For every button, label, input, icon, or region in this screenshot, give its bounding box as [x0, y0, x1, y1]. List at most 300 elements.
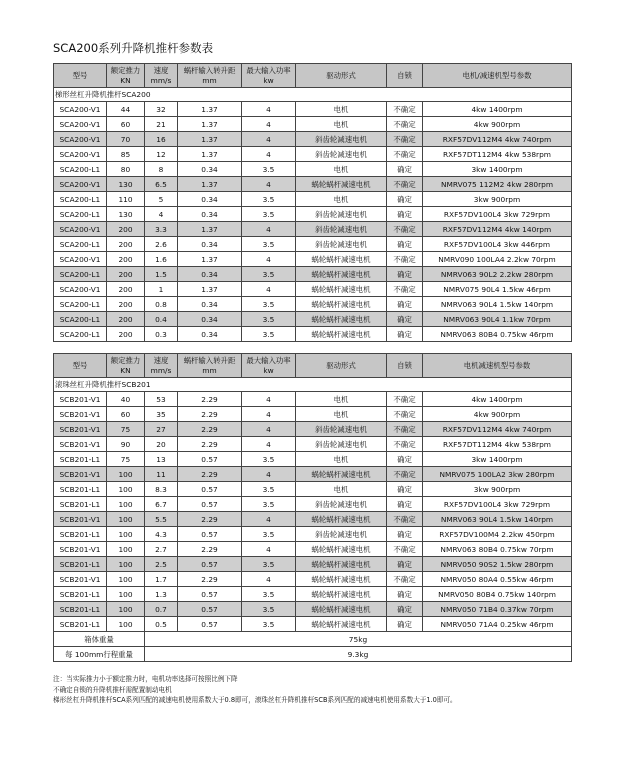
table-cell: 1.37	[178, 282, 242, 297]
table-row	[54, 252, 572, 267]
table-cell: SCB201-V1	[54, 467, 107, 482]
table-cell: 200	[107, 327, 145, 342]
table-row	[54, 482, 572, 497]
table-cell: 4	[242, 392, 296, 407]
table-cell: 0.57	[178, 557, 242, 572]
table-cell: RXF57DV112M4 4kw 140rpm	[423, 222, 572, 237]
table-cell: 4	[242, 437, 296, 452]
column-header: 最大输入功率 kw	[242, 64, 296, 88]
column-header: 最大输入功率 kw	[242, 354, 296, 378]
table-cell: SCB201-L1	[54, 587, 107, 602]
table-cell: 2.29	[178, 392, 242, 407]
table-cell: 200	[107, 222, 145, 237]
table-cell: SCA200-L1	[54, 267, 107, 282]
table-cell: 电机	[296, 162, 387, 177]
column-header: 速度 mm/s	[145, 64, 178, 88]
table-cell: 蜗轮蜗杆减速电机	[296, 512, 387, 527]
table-cell: 53	[145, 392, 178, 407]
table-cell: 70	[107, 132, 145, 147]
table-cell: 2.6	[145, 237, 178, 252]
table-row	[54, 102, 572, 117]
table-cell: 0.34	[178, 207, 242, 222]
table-cell: 3.5	[242, 192, 296, 207]
table-cell: RXF57DV100L4 3kw 729rpm	[423, 497, 572, 512]
table-row	[54, 312, 572, 327]
table-row	[54, 602, 572, 617]
table-cell: 4	[242, 282, 296, 297]
table-cell: 蜗轮蜗杆减速电机	[296, 467, 387, 482]
table-cell: 确定	[387, 207, 423, 222]
table-row	[54, 132, 572, 147]
table-cell: 0.57	[178, 602, 242, 617]
table-cell: 200	[107, 267, 145, 282]
table-cell: NMRV050 80B4 0.75kw 140rpm	[423, 587, 572, 602]
table-row	[54, 617, 572, 632]
table-cell: SCB201-L1	[54, 497, 107, 512]
table-cell: 不确定	[387, 177, 423, 192]
table-cell: 2.7	[145, 542, 178, 557]
table-cell: NMRV075 100LA2 3kw 280rpm	[423, 467, 572, 482]
table-cell: 4	[242, 467, 296, 482]
table-cell: 斜齿轮减速电机	[296, 237, 387, 252]
sca200-table	[53, 63, 572, 342]
table-cell: SCB201-V1	[54, 437, 107, 452]
section-label: 滚珠丝杠升降机推杆SCB201	[54, 378, 572, 392]
table-cell: 不确定	[387, 102, 423, 117]
table-row	[54, 437, 572, 452]
table-row	[54, 207, 572, 222]
table-cell: 2.5	[145, 557, 178, 572]
table-row	[54, 192, 572, 207]
table-cell: 4	[242, 147, 296, 162]
table-cell: 确定	[387, 162, 423, 177]
table-cell: 不确定	[387, 392, 423, 407]
table-cell: 不确定	[387, 222, 423, 237]
table-cell: 确定	[387, 617, 423, 632]
table-cell: 200	[107, 282, 145, 297]
table-cell: 确定	[387, 497, 423, 512]
table-cell: 不确定	[387, 252, 423, 267]
table-cell: SCA200-V1	[54, 177, 107, 192]
table-header-row	[54, 64, 572, 88]
table-cell: 0.34	[178, 162, 242, 177]
table-cell: 4	[242, 132, 296, 147]
table-cell: SCA200-L1	[54, 207, 107, 222]
table-row	[54, 467, 572, 482]
table-cell: 确定	[387, 587, 423, 602]
note-line: 注：当实际推力小于额定推力时，电机功率选择可按照比例下降	[53, 675, 238, 683]
table-cell: 1.37	[178, 222, 242, 237]
table-row	[54, 452, 572, 467]
table-cell: 0.7	[145, 602, 178, 617]
table-cell: 电机	[296, 452, 387, 467]
table-cell: 200	[107, 252, 145, 267]
table-cell: 电机	[296, 407, 387, 422]
table-cell: NMRV075 112M2 4kw 280rpm	[423, 177, 572, 192]
table-cell: 4kw 900rpm	[423, 117, 572, 132]
table-cell: 4kw 1400rpm	[423, 392, 572, 407]
table-row	[54, 587, 572, 602]
table-cell: 1.37	[178, 132, 242, 147]
table-cell: 40	[107, 392, 145, 407]
table-cell: 27	[145, 422, 178, 437]
page-title: SCA200系列升降机推杆参数表	[53, 41, 214, 55]
table-cell: 4	[242, 542, 296, 557]
column-header: 自锁	[387, 64, 423, 88]
table-cell: 确定	[387, 452, 423, 467]
table-cell: 蜗轮蜗杆减速电机	[296, 282, 387, 297]
table-cell: 11	[145, 467, 178, 482]
column-header: 驱动形式	[296, 64, 387, 88]
table-cell: 3kw 1400rpm	[423, 452, 572, 467]
table-cell: 21	[145, 117, 178, 132]
column-header: 额定推力 KN	[107, 64, 145, 88]
table-cell: 0.57	[178, 482, 242, 497]
table-cell: 2.29	[178, 437, 242, 452]
table-cell: SCB201-L1	[54, 452, 107, 467]
table-row	[54, 527, 572, 542]
table-cell: 3kw 1400rpm	[423, 162, 572, 177]
table-row	[54, 572, 572, 587]
table-cell: 1.7	[145, 572, 178, 587]
table-cell: 12	[145, 147, 178, 162]
table-cell: 3.5	[242, 327, 296, 342]
column-header: 蜗杆输入转升距 mm	[178, 64, 242, 88]
table-cell: 蜗轮蜗杆减速电机	[296, 542, 387, 557]
table-cell: SCB201-L1	[54, 557, 107, 572]
table-cell: SCB201-L1	[54, 527, 107, 542]
scb201-table	[53, 353, 572, 662]
table-cell: SCB201-V1	[54, 407, 107, 422]
table-cell: SCA200-V1	[54, 147, 107, 162]
table-cell: 0.57	[178, 617, 242, 632]
table-cell: 6.7	[145, 497, 178, 512]
table-cell: 0.34	[178, 312, 242, 327]
table-row	[54, 267, 572, 282]
table-cell: 斜齿轮减速电机	[296, 437, 387, 452]
table-cell: 不确定	[387, 512, 423, 527]
footer-label: 箱体重量	[54, 632, 145, 647]
table-row	[54, 282, 572, 297]
table-cell: NMRV050 80A4 0.55kw 46rpm	[423, 572, 572, 587]
table-cell: 130	[107, 207, 145, 222]
table-cell: 2.29	[178, 542, 242, 557]
table-cell: SCA200-V1	[54, 117, 107, 132]
table-cell: SCA200-L1	[54, 327, 107, 342]
table-cell: 100	[107, 542, 145, 557]
table-cell: 2.29	[178, 512, 242, 527]
table-cell: 1.6	[145, 252, 178, 267]
table-cell: 3.5	[242, 527, 296, 542]
table-cell: 75	[107, 422, 145, 437]
table-cell: 85	[107, 147, 145, 162]
table-cell: 电机	[296, 392, 387, 407]
table-cell: SCB201-V1	[54, 422, 107, 437]
table-cell: SCB201-L1	[54, 482, 107, 497]
table-cell: 不确定	[387, 422, 423, 437]
table-cell: 4	[242, 512, 296, 527]
table-row	[54, 177, 572, 192]
table-cell: 4kw 1400rpm	[423, 102, 572, 117]
table-row	[54, 237, 572, 252]
table-cell: 1.3	[145, 587, 178, 602]
column-header: 型号	[54, 354, 107, 378]
table-cell: 1.37	[178, 252, 242, 267]
table-cell: 确定	[387, 312, 423, 327]
table-cell: 3kw 900rpm	[423, 192, 572, 207]
column-header: 电机/减速机型号参数	[423, 64, 572, 88]
table-cell: 3.5	[242, 162, 296, 177]
table-row	[54, 557, 572, 572]
table-cell: 不确定	[387, 132, 423, 147]
table-cell: 电机	[296, 482, 387, 497]
table-cell: SCB201-L1	[54, 602, 107, 617]
table-cell: 0.8	[145, 297, 178, 312]
table-cell: 斜齿轮减速电机	[296, 527, 387, 542]
table-cell: 不确定	[387, 572, 423, 587]
table-row	[54, 512, 572, 527]
table-cell: NMRV075 90L4 1.5kw 46rpm	[423, 282, 572, 297]
table-cell: 4	[145, 207, 178, 222]
table-cell: 32	[145, 102, 178, 117]
table-cell: 蜗轮蜗杆减速电机	[296, 572, 387, 587]
table-cell: 确定	[387, 237, 423, 252]
table-cell: 确定	[387, 482, 423, 497]
table-cell: RXF57DT112M4 4kw 538rpm	[423, 437, 572, 452]
column-header: 型号	[54, 64, 107, 88]
table-cell: 3kw 900rpm	[423, 482, 572, 497]
table-cell: 不确定	[387, 282, 423, 297]
section-label: 梯形丝杠升降机推杆SCA200	[54, 88, 572, 102]
table-cell: 不确定	[387, 117, 423, 132]
table-cell: 0.3	[145, 327, 178, 342]
table-cell: 100	[107, 617, 145, 632]
table-cell: SCB201-L1	[54, 617, 107, 632]
table-cell: SCB201-V1	[54, 542, 107, 557]
table-cell: 蜗轮蜗杆减速电机	[296, 602, 387, 617]
table-cell: 蜗轮蜗杆减速电机	[296, 617, 387, 632]
table-cell: 0.4	[145, 312, 178, 327]
table-cell: NMRV090 100LA4 2.2kw 70rpm	[423, 252, 572, 267]
table-cell: 0.57	[178, 497, 242, 512]
note-line: 梯形丝杠升降机推杆SCA系列匹配的减速电机使用系数大于0.8即可，滚珠丝杠升降机推杆SCB系列匹配的减速电机使用系数大于1.0即可。	[53, 696, 457, 704]
table-cell: RXF57DV100L4 3kw 729rpm	[423, 207, 572, 222]
table-cell: 3.5	[242, 617, 296, 632]
table-cell: 3.5	[242, 452, 296, 467]
table-cell: 2.29	[178, 407, 242, 422]
table-cell: 4	[242, 422, 296, 437]
table-row	[54, 327, 572, 342]
table-cell: 4	[242, 572, 296, 587]
table-cell: 90	[107, 437, 145, 452]
table-cell: 斜齿轮减速电机	[296, 147, 387, 162]
table-cell: 100	[107, 467, 145, 482]
note-line: 不确定自锁的升降机推杆需配置制动电机	[53, 685, 172, 694]
column-header: 速度 mm/s	[145, 354, 178, 378]
table-cell: 4	[242, 177, 296, 192]
table-cell: 2.29	[178, 572, 242, 587]
table-cell: 4	[242, 252, 296, 267]
table-cell: 4kw 900rpm	[423, 407, 572, 422]
table-cell: 5	[145, 192, 178, 207]
table-cell: 斜齿轮减速电机	[296, 222, 387, 237]
table-cell: 0.34	[178, 237, 242, 252]
table-cell: 1.37	[178, 117, 242, 132]
table-cell: 3.5	[242, 297, 296, 312]
table-cell: 确定	[387, 297, 423, 312]
table-cell: 0.34	[178, 192, 242, 207]
table-cell: 确定	[387, 602, 423, 617]
column-header: 额定推力 KN	[107, 354, 145, 378]
table-cell: 不确定	[387, 407, 423, 422]
table-cell: 1.37	[178, 147, 242, 162]
table-cell: 3.5	[242, 602, 296, 617]
table-cell: 4.3	[145, 527, 178, 542]
table-cell: 确定	[387, 527, 423, 542]
table-row	[54, 497, 572, 512]
table-cell: NMRV050 71B4 0.37kw 70rpm	[423, 602, 572, 617]
table-cell: 0.34	[178, 297, 242, 312]
table-cell: 3.5	[242, 207, 296, 222]
table-cell: SCB201-V1	[54, 392, 107, 407]
table-cell: 3.5	[242, 482, 296, 497]
table-cell: 75	[107, 452, 145, 467]
table-cell: 35	[145, 407, 178, 422]
table-cell: SCB201-V1	[54, 512, 107, 527]
table-row	[54, 162, 572, 177]
table-row	[54, 297, 572, 312]
table-cell: 13	[145, 452, 178, 467]
table-cell: 1.37	[178, 177, 242, 192]
table-cell: NMRV063 90L4 1.5kw 140rpm	[423, 512, 572, 527]
table-cell: 确定	[387, 327, 423, 342]
table-cell: SCA200-L1	[54, 312, 107, 327]
table-cell: 3.5	[242, 312, 296, 327]
table-cell: RXF57DV112M4 4kw 740rpm	[423, 132, 572, 147]
table-cell: SCA200-L1	[54, 162, 107, 177]
table-cell: 200	[107, 237, 145, 252]
table-cell: NMRV063 80B4 0.75kw 46rpm	[423, 327, 572, 342]
table-row	[54, 392, 572, 407]
table-cell: 电机	[296, 192, 387, 207]
table-cell: NMRV063 80B4 0.75kw 70rpm	[423, 542, 572, 557]
table-cell: 不确定	[387, 467, 423, 482]
table-header-row	[54, 354, 572, 378]
table-cell: 100	[107, 482, 145, 497]
table-cell: 2.29	[178, 422, 242, 437]
table-cell: 1.37	[178, 102, 242, 117]
column-header: 驱动形式	[296, 354, 387, 378]
notes	[53, 674, 457, 706]
table-cell: 60	[107, 117, 145, 132]
table-cell: 8.3	[145, 482, 178, 497]
table-cell: RXF57DV100M4 2.2kw 450rpm	[423, 527, 572, 542]
table-cell: 斜齿轮减速电机	[296, 497, 387, 512]
table-cell: 4	[242, 407, 296, 422]
table-cell: 蜗轮蜗杆减速电机	[296, 587, 387, 602]
table-cell: SCA200-V1	[54, 132, 107, 147]
table-cell: 电机	[296, 102, 387, 117]
table-cell: RXF57DV100L4 3kw 446rpm	[423, 237, 572, 252]
table-cell: 0.57	[178, 527, 242, 542]
table-cell: 不确定	[387, 542, 423, 557]
table-cell: SCA200-L1	[54, 192, 107, 207]
table-row	[54, 407, 572, 422]
table-cell: 20	[145, 437, 178, 452]
table-cell: 确定	[387, 267, 423, 282]
table-cell: 60	[107, 407, 145, 422]
table-cell: 1.5	[145, 267, 178, 282]
table-cell: SCB201-V1	[54, 572, 107, 587]
table-cell: SCA200-V1	[54, 102, 107, 117]
table-cell: 0.34	[178, 327, 242, 342]
table-cell: SCA200-V1	[54, 252, 107, 267]
table-cell: SCA200-V1	[54, 282, 107, 297]
table-cell: NMRV063 90L2 2.2kw 280rpm	[423, 267, 572, 282]
table-cell: 3.5	[242, 557, 296, 572]
table-cell: 4	[242, 117, 296, 132]
table-cell: 确定	[387, 192, 423, 207]
footer-value: 9.3kg	[145, 647, 572, 662]
table-row	[54, 147, 572, 162]
table-cell: 蜗轮蜗杆减速电机	[296, 177, 387, 192]
footer-label: 每 100mm行程重量	[54, 647, 145, 662]
table-cell: SCA200-L1	[54, 297, 107, 312]
table-cell: 不确定	[387, 437, 423, 452]
table-cell: 蜗轮蜗杆减速电机	[296, 252, 387, 267]
table-cell: 蜗轮蜗杆减速电机	[296, 267, 387, 282]
table-cell: 2.29	[178, 467, 242, 482]
table-cell: 不确定	[387, 147, 423, 162]
column-header: 自锁	[387, 354, 423, 378]
table-cell: 16	[145, 132, 178, 147]
table-cell: NMRV050 71A4 0.25kw 46rpm	[423, 617, 572, 632]
table-cell: 斜齿轮减速电机	[296, 422, 387, 437]
table-cell: 44	[107, 102, 145, 117]
table-cell: 蜗轮蜗杆减速电机	[296, 327, 387, 342]
table-cell: 斜齿轮减速电机	[296, 207, 387, 222]
table-cell: 4	[242, 222, 296, 237]
table-cell: 8	[145, 162, 178, 177]
table-cell: 0.57	[178, 587, 242, 602]
table-cell: 3.5	[242, 497, 296, 512]
table-cell: SCA200-L1	[54, 237, 107, 252]
table-cell: 3.5	[242, 587, 296, 602]
table-cell: 1	[145, 282, 178, 297]
column-header: 蜗杆输入转升距 mm	[178, 354, 242, 378]
table-row	[54, 542, 572, 557]
table-cell: RXF57DT112M4 4kw 538rpm	[423, 147, 572, 162]
table-cell: 3.5	[242, 237, 296, 252]
footer-row	[54, 632, 572, 647]
table-cell: 200	[107, 312, 145, 327]
table-cell: NMRV063 90L4 1.1kw 70rpm	[423, 312, 572, 327]
table-cell: 3.5	[242, 267, 296, 282]
table-row	[54, 222, 572, 237]
table-row	[54, 422, 572, 437]
table-cell: NMRV050 90S2 1.5kw 280rpm	[423, 557, 572, 572]
table-cell: 确定	[387, 557, 423, 572]
table-cell: 100	[107, 602, 145, 617]
table-cell: 110	[107, 192, 145, 207]
table-cell: 100	[107, 527, 145, 542]
table-cell: 3.3	[145, 222, 178, 237]
table-cell: NMRV063 90L4 1.5kw 140rpm	[423, 297, 572, 312]
table-cell: 蜗轮蜗杆减速电机	[296, 557, 387, 572]
table-row	[54, 117, 572, 132]
table-cell: 130	[107, 177, 145, 192]
table-cell: 80	[107, 162, 145, 177]
